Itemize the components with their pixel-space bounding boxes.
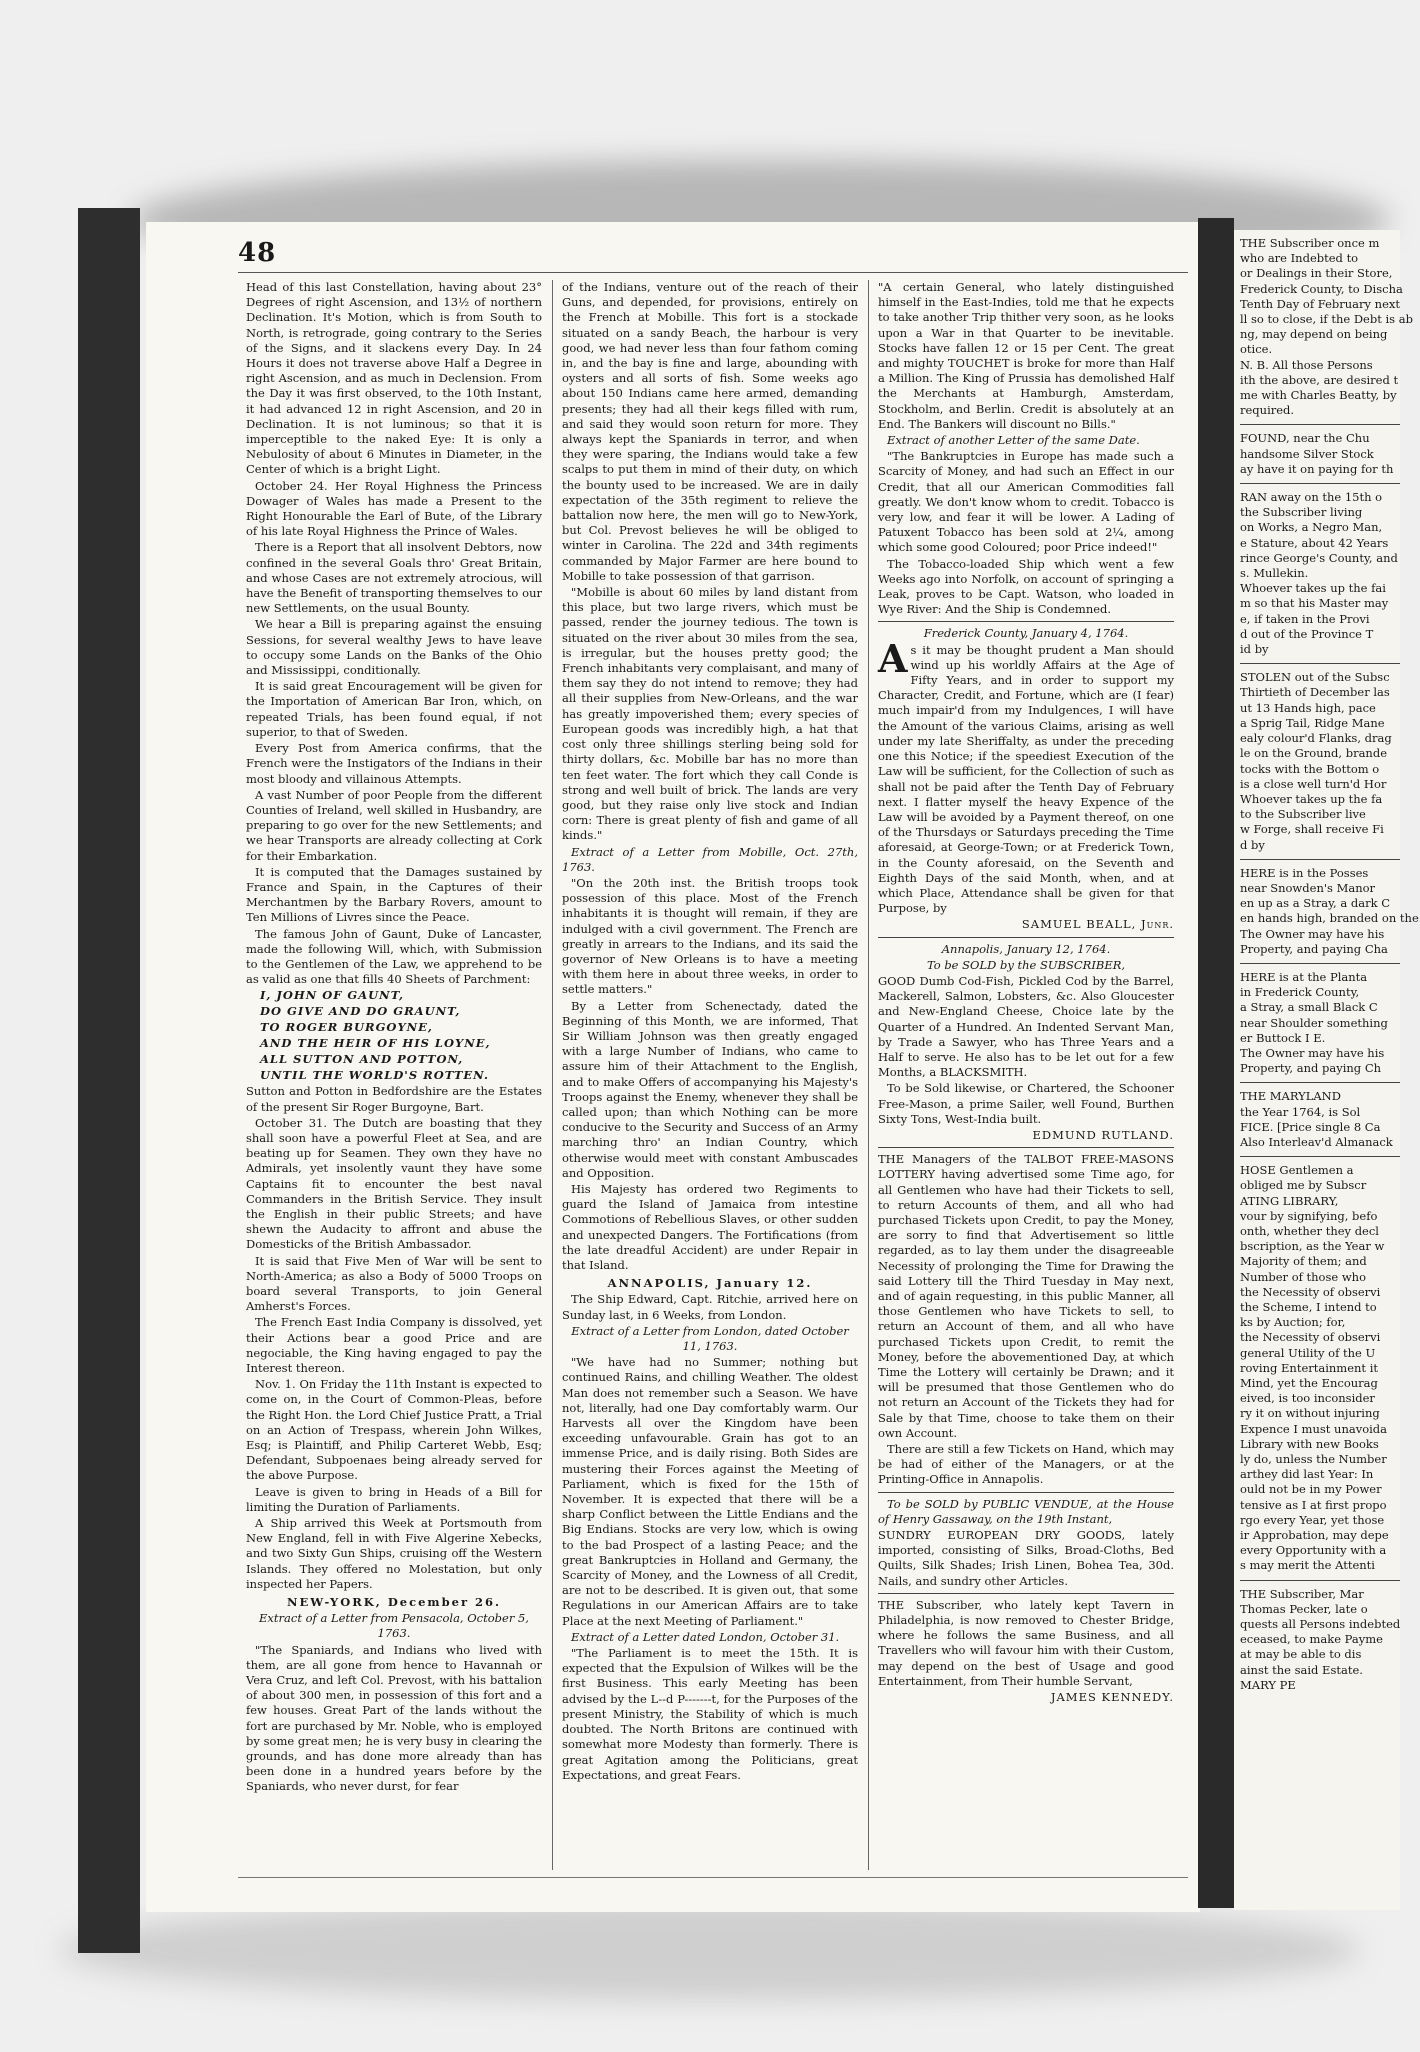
facing-page-line: STOLEN out of the Subsc (1240, 670, 1390, 685)
facing-page-line: N. B. All those Persons (1240, 357, 1373, 372)
facing-page-line: Thomas Pecker, late o (1240, 1601, 1368, 1616)
article-paragraph: "We have had no Summer; nothing but continued Rains, and chilling Weather. The oldest Man does not remember such a Season. We have not, literally, had one Day comfortably warm. Our Harvests all over the Kingdom have been exceeding unfavourable. Grain has got to an immense Price, and is daily rising. Both Sides are mustering their Forces against the Meeting of Parliament, which is fixed for the 15th of November. It is expected that there will be a sharp Conflict between the Little Endians and the Big Endians. Stocks are very low, which is owing to the bad Prospect of a lasting Peace; and the great Bankruptcies in Holland and Germany, the Scarcity of Money, and the Lowness of all Credit, are not to be described. It is given out, that some Regulations in our American Affairs are to take Place at the next Meeting of Parliament." (562, 1355, 858, 1628)
article-paragraph: Extract of a Letter dated London, October 31. (571, 1629, 840, 1644)
article-paragraph: To be Sold likewise, or Chartered, the Schooner Free-Mason, a prime Sailer, well Found, Burthen Sixty Tons, West-India built. (878, 1081, 1174, 1126)
article-paragraph: October 31. The Dutch are boasting that they shall soon have a powerful Fleet at Sea, and are beating up for Seamen. They own they have no Admirals, yet insolently vaunt they have some Captains fit to encounter the best naval Commanders in the British Service. They insult the English in their public Streets; and have shewn the Audacity to affront and abuse the Domesticks of the British Ambassador. (246, 1115, 542, 1252)
article-paragraph: "Mobille is about 60 miles by land distant from this place, but two large rivers, which must be passed, render the journey tedious. The town is situated on the river about 30 miles from the sea, is irregular, but the houses pretty good; the French inhabitants very complaisant, and many of them say they do not intend to remove; they had all their supplies from New-Orleans, and the war has greatly impoverished them; every species of European goods was incredibly high, a hat that cost only three shillings sterling being sold for thirty dollars, &c. Mobille bar has no more than ten feet water. The fort which they call Conde is strong and well built of brick. The lands are very good, but they raise only live stock and Indian corn: There is great plenty of fish and game of all kinds." (562, 585, 858, 843)
facing-page-line: roving Entertainment it (1240, 1360, 1378, 1375)
article-paragraph: October 24. Her Royal Highness the Princess Dowager of Wales has made a Present to the Right Honourable the Earl of Bute, of the Library of his late Royal Highness the Prince of Wales. (246, 478, 542, 539)
article-paragraph: "The Spaniards, and Indians who lived with them, are all gone from hence to Havannah or Vera Cruz, and left Col. Prevost, with his battalion of about 300 men, in possession of this fort and a few houses. Great Part of the lands without the fort are purchased by Mr. Noble, who is employed by some great men; he is very busy in clearing the grounds, and has done more already than has been done in a hundred years before by the Spaniards, who never durst, for fear (246, 1642, 542, 1794)
article-paragraph: Extract of a Letter from Mobille, Oct. 27th, 1763. (562, 844, 858, 874)
facing-page-line: vour by signifying, befo (1240, 1208, 1378, 1223)
article-paragraph: TO ROGER BURGOYNE, (260, 1020, 433, 1035)
facing-page-line: Whoever takes up the fa (1240, 791, 1383, 806)
article-paragraph: A Ship arrived this Week at Portsmouth from New England, fell in with Five Algerine Xebecks, and two Sixty Gun Ships, cruising off the Western Islands. They offered no Molestation, but only inspected her Papers. (246, 1516, 542, 1591)
facing-page-line: is a close well turn'd Hor (1240, 776, 1387, 791)
section-rule (1240, 1156, 1400, 1157)
facing-page-line: ly do, unless the Number (1240, 1452, 1387, 1467)
facing-page-line: Frederick County, to Discha (1240, 281, 1403, 296)
facing-page-line: er Buttock I E. (1240, 1030, 1326, 1045)
facing-page-line: RAN away on the 15th o (1240, 490, 1383, 505)
article-paragraph: "The Parliament is to meet the 15th. It is expected that the Expulsion of Wilkes will be the first Business. This early Meeting has been advised by the L--d P-------t, for the Purposes of the present Ministry, the Stability of which is much doubted. The North Britons are continued with somewhat more Modesty than formerly. There is great Agitation among the Politicians, great Expectations, and great Fears. (562, 1646, 858, 1782)
section-rule (1240, 1580, 1400, 1581)
facing-page-line: ks by Auction; for, (1240, 1315, 1346, 1330)
section-rule (878, 937, 1174, 938)
facing-page-line: who are Indebted to (1240, 251, 1359, 266)
facing-page-line: HERE is at the Planta (1240, 969, 1368, 984)
facing-page-line: Tenth Day of February next (1240, 296, 1400, 311)
section-rule (1240, 963, 1400, 964)
article-paragraph: By a Letter from Schenectady, dated the Beginning of this Month, we are informed, That Sir William Johnson was then greatly engaged with a large Number of Indians, who came to assure him of their Attachment to the English, and to make Offers of accompanying his Majesty's Troops against the Enemy, whenever they shall be called upon; than which Nothing can be more conducive to the Security and Success of an Army marching thro' an Indian Country, which otherwise would meet with constant Ambuscades and Opposition. (562, 998, 858, 1180)
facing-page-line: le on the Ground, brande (1240, 746, 1387, 761)
facing-page-line: tensive as I at first propo (1240, 1497, 1387, 1512)
article-paragraph: SAMUEL BEALL, Junr. (1021, 917, 1174, 932)
facing-page-line: the Subscriber living (1240, 505, 1363, 520)
facing-page-line: to the Subscriber live (1240, 807, 1366, 822)
facing-page-line: ith the above, are desired t (1240, 372, 1399, 387)
section-rule (1240, 424, 1400, 425)
facing-page-line: ut 13 Hands high, pace (1240, 700, 1376, 715)
facing-page-line: Property, and paying Cha (1240, 941, 1388, 956)
facing-page-line: Thirtieth of December las (1240, 685, 1390, 700)
article-paragraph: EDMUND RUTLAND. (1032, 1127, 1174, 1142)
facing-page-line: e Stature, about 42 Years (1240, 535, 1389, 550)
section-rule (878, 1147, 1174, 1148)
facing-page-line: s. Mullekin. (1240, 566, 1309, 581)
article-paragraph: It is computed that the Damages sustained by France and Spain, in the Captures of their Merchantmen by the Barbary Rovers, amount to Ten Millions of Livres since the Peace. (246, 864, 542, 925)
article-paragraph: His Majesty has ordered two Regiments to guard the Island of Jamaica from intestine Commotions of Rebellious Slaves, or other sudden and unexpected Dangers. The Fortifications (from the late dreadful Accident) are under Repair in that Island. (562, 1181, 858, 1272)
facing-page-line: ainst the said Estate. (1240, 1662, 1363, 1677)
facing-page-line: the Necessity of observi (1240, 1284, 1381, 1299)
article-paragraph: "On the 20th inst. the British troops took possession of this place. Most of the French inhabitants it is thought will remain, if they are indulged with a civil government. The French are greatly in arrears to the Indians, and its said the governor of New Orleans is to have a meeting with them here in about three weeks, in order to settle matters." (562, 875, 858, 997)
facing-page-line: Number of those who (1240, 1269, 1367, 1284)
facing-page-line: tocks with the Bottom o (1240, 761, 1380, 776)
article-paragraph: DO GIVE AND DO GRAUNT, (260, 1004, 461, 1019)
article-paragraph: We hear a Bill is preparing against the ensuing Sessions, for several wealthy Jews to have leave to occupy some Lands on the Banks of the Ohio and Mississippi, conditionally. (246, 617, 542, 678)
article-paragraph: The Ship Edward, Capt. Ritchie, arrived here on Sunday last, in 6 Weeks, from London. (562, 1292, 858, 1322)
section-rule (1240, 483, 1400, 484)
facing-page-line: rince George's County, and (1240, 550, 1398, 565)
book-spine (1198, 218, 1234, 1908)
article-paragraph: ALL SUTTON AND POTTON, (260, 1052, 464, 1067)
facing-page-line: near Snowden's Manor (1240, 880, 1376, 895)
facing-page-line: ry it on without injuring (1240, 1406, 1380, 1421)
article-paragraph: Frederick County, January 4, 1764. (923, 626, 1129, 641)
facing-page-line: Library with new Books (1240, 1436, 1379, 1451)
facing-page-line: MARY PE (1240, 1677, 1296, 1692)
facing-page-line: ealy colour'd Flanks, drag (1240, 731, 1392, 746)
facing-page-line: on Works, a Negro Man, (1240, 520, 1383, 535)
facing-page-line: ng, may depend on being (1240, 327, 1388, 342)
facing-page-line: handsome Silver Stock (1240, 446, 1374, 461)
article-paragraph: The famous John of Gaunt, Duke of Lancaster, made the following Will, which, with Submission to the Gentlemen of the Law, we apprehend to be as valid as one that fills 40 Sheets of Parchment: (246, 926, 542, 987)
facing-page-line: ay have it on paying for th (1240, 461, 1394, 476)
facing-page-line: eived, is too inconsider (1240, 1391, 1375, 1406)
article-paragraph: AND THE HEIR OF HIS LOYNE, (260, 1036, 491, 1051)
column-1 (246, 280, 542, 1880)
footer-rule (238, 1877, 1188, 1878)
facing-page-line: The Owner may have his (1240, 926, 1385, 941)
facing-page-line: en up as a Stray, a dark C (1240, 896, 1390, 911)
book-binding (78, 208, 140, 1953)
facing-page-line: or Dealings in their Store, (1240, 266, 1393, 281)
section-rule (878, 621, 1174, 622)
article-paragraph: The French East India Company is dissolved, yet their Actions bear a good Price and are negociable, the King having engaged to pay the Interest thereon. (246, 1315, 542, 1375)
facing-page-line: at may be able to dis (1240, 1647, 1362, 1662)
facing-page-line: onth, whether they decl (1240, 1223, 1379, 1238)
article-paragraph: Extract of a Letter from Pensacola, October 5, 1763. (259, 1611, 529, 1641)
article-paragraph: NEW-YORK, December 26. (286, 1595, 502, 1610)
facing-page-line: the Necessity of observi (1240, 1330, 1381, 1345)
drop-cap: A (878, 635, 908, 681)
facing-page-line: d out of the Province T (1240, 626, 1374, 641)
article-paragraph: Nov. 1. On Friday the 11th Instant is expected to come on, in the Court of Common-Pleas, before the Right Hon. the Lord Chief Justice Pratt, a Trial on an Action of Trespass, wherein John Wilkes, Esq; is Plaintiff, and Philip Carteret Webb, Esq; Defendant, Subpoenaes being already served for the above Purpose. (246, 1377, 542, 1483)
facing-page-line: in Frederick County, (1240, 985, 1360, 1000)
facing-page-line: near Shoulder something (1240, 1015, 1388, 1030)
facing-page-line: THE Subscriber once m (1240, 236, 1380, 250)
facing-page-line: required. (1240, 403, 1295, 418)
article-paragraph: There are still a few Tickets on Hand, which may be had of either of the Managers, or at the Printing-Office in Annapolis. (878, 1442, 1174, 1487)
facing-page-line: ould not be in my Power (1240, 1482, 1382, 1497)
facing-page-line: ir Approbation, may depe (1240, 1528, 1389, 1543)
article-paragraph: Leave is given to bring in Heads of a Bill for limiting the Duration of Parliaments. (246, 1484, 542, 1514)
column-3 (878, 280, 1174, 1880)
article-paragraph: Every Post from America confirms, that the French were the Instigators of the Indians in their most bloody and villainous Attempts. (246, 741, 542, 786)
facing-page-line: d by (1240, 837, 1265, 852)
facing-page-line: Also Interleav'd Almanack (1240, 1134, 1393, 1149)
facing-page-line: Property, and paying Ch (1240, 1061, 1382, 1076)
column-2 (562, 280, 858, 1880)
facing-page-line: THE Subscriber, Mar (1240, 1586, 1364, 1601)
article-paragraph: Extract of another Letter of the same Date. (887, 433, 1140, 448)
article-paragraph: As it may be thought prudent a Man should wind up his worldly Affairs at the Age of Fifty Years, and in order to support my Character, Credit, and Fortune, which are (I fear) much impair'd from my Indulgences, I will have the Amount of the various Claims, arising as well under my late Sheriffalty, as under the preceding one this Notice; if the speediest Execution of the Law will be sufficient, for the Collection of such as shall not be paid after the Tenth Day of February next. I flatter myself the heavy Expence of the Law will be avoided by a Payment thereof, on one of the Thursdays or Saturdays preceding the Time aforesaid, at George-Town; or at Frederick Town, in the County aforesaid, on the Seventh and Eighth Days of the said Month, when, and at which Place, Attendance shall be given for that Purpose, by (878, 635, 1174, 916)
article-paragraph: It is said great Encouragement will be given for the Importation of American Bar Iron, which, on repeated Trials, has been found equal, if not superior, to that of Sweden. (246, 679, 542, 739)
facing-page-line: eceased, to make Payme (1240, 1632, 1383, 1647)
facing-page-line: general Utility of the U (1240, 1345, 1376, 1360)
facing-page-line: HERE is in the Posses (1240, 865, 1369, 880)
facing-page-line: Mind, yet the Encourag (1240, 1376, 1378, 1391)
article-paragraph: GOOD Dumb Cod-Fish, Pickled Cod by the Barrel, Mackerell, Salmon, Lobsters, &c. Also Gloucester and New-England Cheese, Choice late by the Quarter of a Hundred. An Indented Servant Man, by Trade a Sawyer, who has Three Years and a Half to serve. He also has to be let out for a few Months, a BLACKSMITH. (878, 973, 1174, 1080)
column-divider-1 (552, 280, 553, 1870)
article-paragraph: JAMES KENNEDY. (1050, 1690, 1174, 1705)
facing-page-line: Expence I must unavoida (1240, 1421, 1388, 1436)
article-paragraph: To be SOLD by PUBLIC VENDUE, at the House of Henry Gassaway, on the 19th Instant, (878, 1496, 1174, 1526)
section-rule (1240, 663, 1400, 664)
facing-page-line: HOSE Gentlemen a (1240, 1163, 1354, 1178)
article-paragraph: It is said that Five Men of War will be sent to North-America; as also a Body of 5000 Troops on board several Transports, to join General Amherst's Forces. (246, 1253, 542, 1314)
scan-shadow-bottom (60, 1900, 1360, 2000)
section-rule (1240, 1082, 1400, 1083)
facing-page-line: the Year 1764, is Sol (1240, 1104, 1361, 1119)
column-divider-2 (868, 280, 869, 1870)
facing-page-line: otice. (1240, 342, 1273, 357)
article-paragraph: A vast Number of poor People from the different Counties of Ireland, well skilled in Husbandry, are preparing to go over for the new Settlements; and we hear Transports are already collecting at Cork for their Embarkation. (246, 787, 542, 863)
header-rule (238, 272, 1188, 273)
facing-page-line: Whoever takes up the fai (1240, 581, 1386, 596)
article-paragraph: SUNDRY EUROPEAN DRY GOODS, lately imported, consisting of Silks, Broad-Cloths, Bed Quilts, Silk Shades; Irish Linen, Bohea Tea, 30d. Nails, and sundry other Articles. (878, 1528, 1174, 1588)
facing-page-line: me with Charles Beatty, by (1240, 388, 1397, 403)
section-rule (1240, 859, 1400, 860)
page-number: 48 (238, 238, 277, 268)
article-paragraph: The Tobacco-loaded Ship which went a few Weeks ago into Norfolk, on account of springing a Leak, proves to be Capt. Watson, who loaded in Wye River: And the Ship is Condemned. (878, 556, 1174, 617)
article-paragraph: UNTIL THE WORLD'S ROTTEN. (260, 1068, 489, 1083)
facing-page-line: a Stray, a small Black C (1240, 1000, 1378, 1015)
newspaper-page (146, 222, 1200, 1912)
facing-page-line: every Opportunity with a (1240, 1543, 1387, 1558)
article-paragraph: "The Bankruptcies in Europe has made such a Scarcity of Money, and had such an Effect in our Credit, that all our American Commodities fall greatly. We don't know whom to credit. Tobacco is very low, and fear it will be lower. A Lading of Patuxent Tobacco has been sold at 2¼, among which some good Coloured; poor Price indeed!" (878, 449, 1174, 555)
section-rule (878, 1492, 1174, 1493)
facing-page-column (1240, 236, 1420, 1693)
article-paragraph: There is a Report that all insolvent Debtors, now confined in the several Goals thro' Great Britain, and whose Cases are not extremely atrocious, will have the Benefit of transporting themselves to our new Settlements, on the usual Bounty. (246, 540, 542, 616)
article-paragraph: of the Indians, venture out of the reach of their Guns, and depended, for provisions, entirely on the French at Mobille. This fort is a stockade situated on a sandy Beach, the harbour is very good, we had never less than four fathom coming in, and the bay is fine and large, abounding with oysters and all sorts of fish. Some weeks ago about 150 Indians came here armed, demanding presents; they had all their kegs filled with rum, and said they would soon return for more. They always kept the Spaniards in terror, and when they were sparing, the Indians would take a few scalps to put them in mind of their duty, on which the bounty used to be increased. We are in daily expectation of the 35th regiment to relieve the battalion now here, the men will go to New-York, but Col. Prevost believes he will be obliged to winter in Carolina. The 22d and 34th regiments commanded by Major Farmer are here bound to Mobille to take possession of that garrison. (562, 280, 858, 583)
facing-page-fragment (1234, 230, 1419, 1910)
facing-page-line: THE MARYLAND (1240, 1089, 1341, 1104)
article-paragraph: To be SOLD by the SUBSCRIBER, (926, 957, 1126, 972)
facing-page-line: quests all Persons indebted (1240, 1617, 1401, 1632)
facing-page-line: e, if taken in the Provi (1240, 611, 1370, 626)
facing-page-line: rgo every Year, yet those (1240, 1512, 1385, 1527)
facing-page-line: the Scheme, I intend to (1240, 1300, 1377, 1314)
article-paragraph: Extract of a Letter from London, dated October 11, 1763. (571, 1323, 849, 1354)
article-paragraph: Head of this last Constellation, having about 23° Degrees of right Ascension, and 13½ of northern Declination. It's Motion, which is from South to North, is retrograde, going contrary to the Series of the Signs, and it slackens every Day. In 24 Hours it does not traverse above Half a Degree in right Ascension, and as much in Declension. From the Day it was first observed, to the 10th Instant, it had advanced 12 in right Ascension, and 20 in Declination. It is not luminous; so that it is imperceptible to the naked Eye: It is only a Nebulosity of about 6 Minutes in Diameter, in the Center of which is a bright Light. (246, 280, 542, 477)
facing-page-line: obliged me by Subscr (1240, 1178, 1367, 1193)
article-paragraph: ANNAPOLIS, January 12. (607, 1276, 813, 1291)
facing-page-line: ll so to close, if the Debt is ab (1240, 312, 1413, 327)
article-paragraph: Sutton and Potton in Bedfordshire are the Estates of the present Sir Roger Burgoyne, Bart. (246, 1084, 542, 1114)
facing-page-line: FOUND, near the Chu (1240, 431, 1370, 446)
facing-page-line: s may merit the Attenti (1240, 1558, 1375, 1573)
section-rule (878, 1593, 1174, 1594)
article-paragraph: I, JOHN OF GAUNT, (260, 988, 404, 1003)
facing-page-line: w Forge, shall receive Fi (1240, 822, 1384, 837)
article-paragraph: "A certain General, who lately distinguished himself in the East-Indies, told me that he expects to take another Trip thither very soon, as he looks upon a War in that Quarter to be inevitable. Stocks have fallen 12 or 15 per Cent. The great and mighty TOUCHET is broke for more than Half a Million. The King of Prussia has demolished Half the Merchants at Hamburgh, Amsterdam, Stockholm, and Berlin. Credit is absolutely at an End. The Bankers will discount no Bills." (878, 280, 1174, 431)
article-paragraph: Annapolis, January 12, 1764. (941, 941, 1111, 956)
facing-page-line: FICE. [Price single 8 Ca (1240, 1119, 1381, 1134)
facing-page-line: ATING LIBRARY, (1240, 1193, 1339, 1208)
facing-page-line: id by (1240, 642, 1269, 657)
facing-page-line: en hands high, branded on the (1240, 911, 1419, 926)
article-paragraph: THE Managers of the TALBOT FREE-MASONS LOTTERY having advertised some Time ago, for all Gentlemen who have had their Tickets to sell, to return Accounts of them, and all who had purchased Tickets upon Credit, to pay the Money, are sorry to find that Advertisement so little regarded, as to lay them under the disagreeable Necessity of prolonging the Time for Drawing the said Lottery till the Third Tuesday in May next, and of again requesting, in this public Manner, all those Gentlemen who have Tickets to sell, to return an Account of them, and all who have purchased Tickets upon Credit, to remit the Money, before the abovementioned Day, at which Time the Lottery will certainly be Drawn; and it will be presumed that those Gentlemen who do not return an Account of the Tickets they had for Sale by that Time, choose to take them on their own Account. (878, 1152, 1174, 1440)
facing-page-line: bscription, as the Year w (1240, 1239, 1385, 1254)
facing-page-line: arthey did last Year: In (1240, 1467, 1374, 1482)
facing-page-line: Majority of them; and (1240, 1254, 1367, 1269)
facing-page-line: a Sprig Tail, Ridge Mane (1240, 715, 1385, 730)
article-paragraph: THE Subscriber, who lately kept Tavern in Philadelphia, is now removed to Chester Bridge, where he follows the same Business, and all Travellers who will favour him with their Custom, may depend on the best of Usage and good Entertainment, from Their humble Servant, (878, 1597, 1174, 1688)
facing-page-line: The Owner may have his (1240, 1045, 1385, 1060)
facing-page-line: m so that his Master may (1240, 596, 1389, 611)
